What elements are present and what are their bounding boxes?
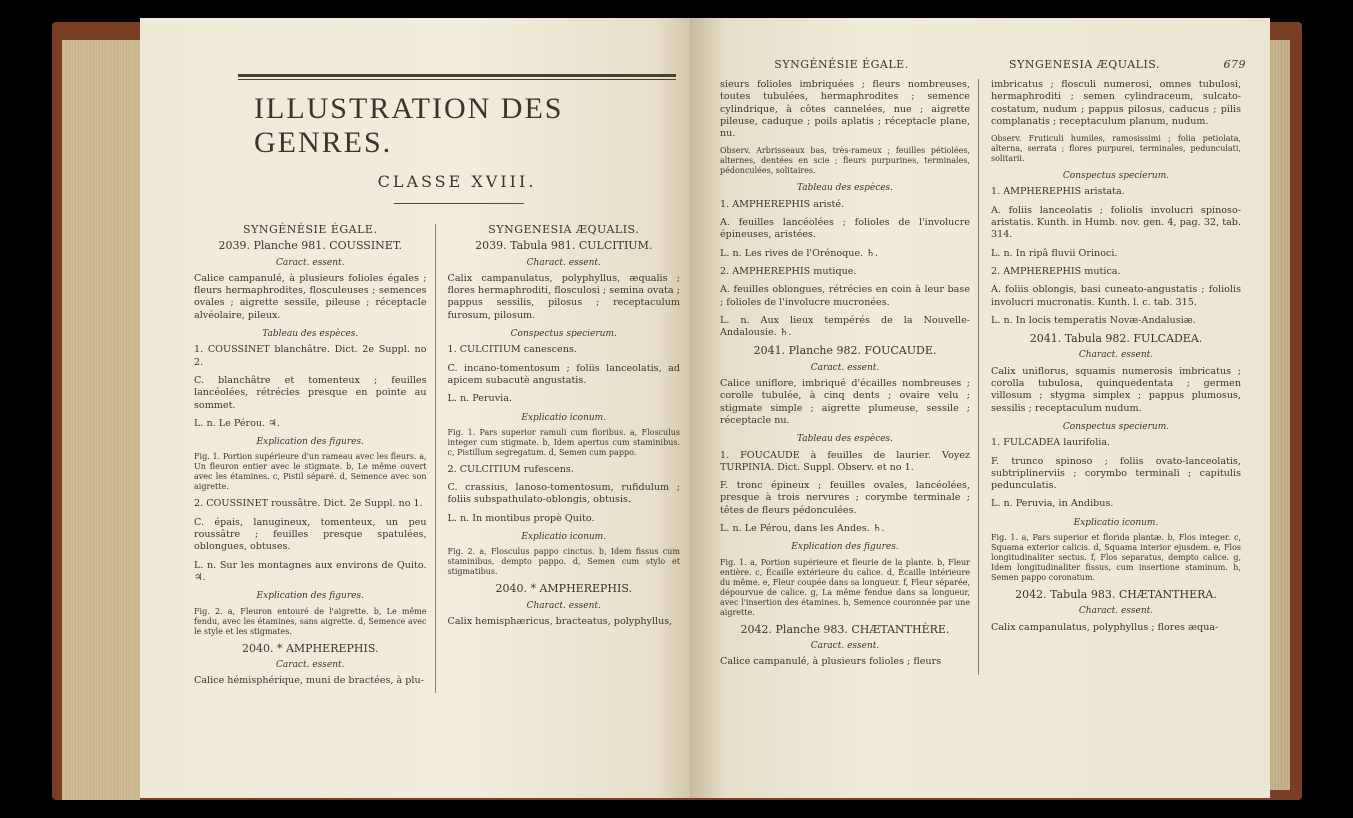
genus-description: Calice hémisphérique, muni de bractées, à plu- <box>194 675 424 687</box>
genus-description: sieurs folioles imbriquées ; fleurs nombreuses, toutes tubulées, hermaphrodites ; semence cylindrique, à côtes cannelées, nue ; aigrette pileuse, caduque ; poils aplatis ; réceptacle plane, nu. <box>720 79 970 140</box>
species-description: C. crassius, lanoso-tomentosum, rufidulum ; foliis subspathulato-oblongis, obtusis. <box>447 482 680 506</box>
caract-label: Caract. essent. <box>810 640 880 651</box>
caract-label: Charact. essent. <box>1078 606 1154 617</box>
page-number: 679 <box>1223 58 1246 71</box>
species-heading: 1. FOUCAUDE à feuilles de laurier. Voyez TURPINIA. Dict. Suppl. Observ. et no 1. <box>720 449 970 473</box>
explication-label: Explication des figures. <box>256 591 364 602</box>
species-locality: L. n. In montibus propè Quito. <box>447 512 595 524</box>
conspectus-label: Conspectus specierum. <box>1062 171 1170 182</box>
figure-explanation: Fig. 1. Pars superior ramuli cum floribus. a, Flosculus integer cum stigmate. b, Idem apertus cum staminibus. c, Pistillum segregatum. d, Semen cum pappo. <box>447 427 680 457</box>
species-description: C. blanchâtre et tomenteux ; feuilles lancéolées, rétrécies presque en pointe au sommet. <box>194 374 427 411</box>
tableau-label: Tableau des espèces. <box>262 329 359 340</box>
conspectus-label: Conspectus specierum. <box>510 329 617 340</box>
running-header-la: SYNGENESIA ÆQUALIS. <box>1009 58 1160 71</box>
genus-description: Calix uniflorus, squamis numerosis imbricatus ; corolla tubulosa, quinquedentata ; germen villosum ; stygma simplex ; pappus plumosus, sessilis ; receptaculum nudum. <box>991 365 1241 414</box>
caract-label: Caract. essent. <box>276 659 345 670</box>
genus-description: Calix campanulatus, polyphyllus, æqualis ; flores hermaphroditi, flosculosi ; semina ovata ; pappus sessilis, pilosus ; receptaculum furosum, pilosum. <box>447 272 680 321</box>
genus-description: Calix hemisphæricus, bracteatus, polyphyllus, <box>447 615 673 627</box>
explication-label: Explication des figures. <box>791 542 899 553</box>
latin-column <box>436 224 681 693</box>
species-description: A. foliis oblongis, basi cuneato-angustatis ; foliolis involucri mucronatis. Kunth. l. c. tab. 315. <box>991 284 1241 308</box>
genus-heading: 2042. Tabula 983. CHÆTANTHERA. <box>1015 588 1217 602</box>
caract-label: Charact. essent. <box>526 600 601 611</box>
caract-label: Caract. essent. <box>810 362 880 373</box>
page-edges-right <box>1268 40 1290 790</box>
species-locality: L. n. Peruvia. <box>447 393 512 405</box>
species-heading: 1. CULCITIUM canescens. <box>447 344 577 356</box>
species-locality: L. n. Peruvia, in Andibus. <box>991 498 1114 510</box>
right-page <box>690 18 1270 798</box>
tableau-label: Tableau des espèces. <box>796 434 894 445</box>
genus-heading: 2042. Planche 983. CHÆTANTHÈRE. <box>740 622 950 636</box>
explication-label: Explication des figures. <box>256 437 364 448</box>
caract-label: Charact. essent. <box>1078 350 1154 361</box>
species-description: C. incano-tomentosum ; foliis lanceolatis, ad apicem subacutè angustatis. <box>447 362 680 386</box>
conspectus-label: Conspectus specierum. <box>1062 421 1170 432</box>
species-locality: L. n. In locis temperatis Novæ-Andalusiæ. <box>991 314 1196 326</box>
classe-heading: CLASSE XVIII. <box>377 172 537 191</box>
title-rule <box>238 74 676 80</box>
genus-heading: 2040. * AMPHEREPHIS. <box>495 582 632 596</box>
latin-column <box>979 79 1241 675</box>
species-locality: L. n. Le Pérou, dans les Andes. ♄. <box>720 523 885 535</box>
species-locality: L. n. In ripâ fluvii Orinoci. <box>991 247 1118 259</box>
column-header: SYNGÉNÉSIE ÉGALE. <box>243 223 378 236</box>
species-heading: 2. AMPHEREPHIS mutique. <box>720 265 857 277</box>
species-locality: L. n. Les rives de l'Orénoque. ♄. <box>720 247 878 259</box>
explicatio-label: Explicatio iconum. <box>1073 517 1159 528</box>
figure-explanation: Fig. 2. a, Flosculus pappo cinctus. b, Idem fissus cum staminibus, dempto pappo. d, Semen cum stylo et stigmatibus. <box>447 547 680 577</box>
species-description: F. trunco spinoso ; foliis ovato-lanceolatis, subtriplinerviis ; corymbo terminali ; capitulis pedunculatis. <box>991 455 1241 492</box>
explicatio-label: Explicatio iconum. <box>521 532 607 543</box>
figure-explanation: Fig. 2. a, Fleuron entouré de l'aigrette. b, Le même fendu, avec les étamines, sans aigrette. d, Semence avec le style et les stigmates. <box>194 606 427 636</box>
caract-label: Caract. essent. <box>276 257 345 268</box>
species-heading: 1. FULCADEA laurifolia. <box>991 437 1111 449</box>
figure-explanation: Fig. 1. a, Pars superior et florida plantæ. b, Flos integer. c, Squama exterior calicis. d, Squama interior ejusdem. e, Flos longitudinaliter sectus. f, Flos separatus, dempto calice. g, Idem longitudinaliter fissus, cum insertione staminum. h, Semen pappo coronatum. <box>991 533 1241 583</box>
caract-label: Charact. essent. <box>526 257 601 268</box>
species-description: A. feuilles lancéolées ; folioles de l'involucre épineuses, aristées. <box>720 217 970 241</box>
page-edges-left <box>62 40 140 800</box>
species-description: C. épais, lanugineux, tomenteux, un peu roussâtre ; feuilles presque spatulées, oblongues, obtuses. <box>194 516 427 553</box>
running-header-fr: SYNGÉNÉSIE ÉGALE. <box>774 58 909 71</box>
species-heading: 2. AMPHEREPHIS mutica. <box>991 265 1121 277</box>
genus-heading: 2040. * AMPHEREPHIS. <box>241 641 379 655</box>
genus-description: Calice uniflore, imbriqué d'écailles nombreuses ; corolle tubulée, à cinq dents ; ovaire velu ; stigmate simple ; aigrette plumeuse, sessile ; réceptacle nu. <box>720 378 970 426</box>
species-locality: L. n. Le Pérou. ♃. <box>194 417 280 429</box>
divider <box>394 203 524 204</box>
genus-heading: 2039. Planche 981. COUSSINET. <box>218 239 403 253</box>
genus-description: Calice campanulé, à plusieurs folioles égales ; fleurs hermaphrodites, flosculeuses ; semences ovales ; aigrette sessile, pileuse ; réceptacle alvéolaire, pileux. <box>194 272 427 321</box>
figure-explanation: Fig. 1. a, Portion supérieure et fleurie de la plante. b, Fleur entière. c, Écaille extérieure du calice. d, Écaille intérieure du même. e, Fleur coupée dans sa longueur. f, Fleur séparée, dépourvue de calice. g, La même fendue dans sa longueur, avec l'insertion des étamines. h, Semence couronnée par une aigrette. <box>720 557 970 617</box>
genus-heading: 2041. Tabula 982. FULCADEA. <box>1029 332 1203 346</box>
genus-description: Calice campanulé, à plusieurs folioles ; fleurs <box>720 656 942 668</box>
left-page <box>140 18 700 798</box>
running-header <box>720 58 1246 71</box>
species-heading: 2. CULCITIUM rufescens. <box>447 463 574 475</box>
species-description: A. feuilles oblongues, rétrécies en coin à leur base ; folioles de l'involucre mucronées. <box>720 284 970 308</box>
genus-heading: 2039. Tabula 981. CULCITIUM. <box>475 239 653 253</box>
species-locality: L. n. Sur les montagnes aux environs de Quito. ♃. <box>194 559 427 583</box>
genus-heading: 2041. Planche 982. FOUCAUDE. <box>753 344 937 358</box>
page-title: ILLUSTRATION DES GENRES. <box>254 92 564 159</box>
species-description: F. tronc épineux ; feuilles ovales, lancéolées, presque à trois nervures ; corymbe terminale ; têtes de fleurs pédonculées. <box>720 480 970 516</box>
species-heading: 2. COUSSINET roussâtre. Dict. 2e Suppl. no 1. <box>194 498 423 510</box>
genus-description: imbricatus ; flosculi numerosi, omnes tubulosi, hermaphroditi ; semen cylindraceum, sulcato-costatum, nudum ; pappus pilosus, caducus ; pilis complanatis ; receptaculum planum, nudum. <box>991 79 1241 127</box>
french-column <box>720 79 979 675</box>
species-heading: 1. AMPHEREPHIS aristata. <box>991 186 1125 198</box>
column-header: SYNGENESIA ÆQUALIS. <box>488 223 640 236</box>
observation: Observ. Arbrisseaux bas, très-rameux ; feuilles pétiolées, alternes, dentées en scie ; fleurs purpurines, terminales, pédonculées, solitaires. <box>720 146 970 176</box>
species-heading: 1. AMPHEREPHIS aristé. <box>720 198 845 210</box>
explicatio-label: Explicatio iconum. <box>521 412 607 423</box>
french-column <box>194 224 436 693</box>
genus-description: Calix campanulatus, polyphyllus ; flores æqua- <box>991 621 1219 633</box>
species-description: A. foliis lanceolatis ; foliolis involucri spinoso-aristatis. Kunth. in Humb. nov. gen. 4, pag. 32, tab. 314. <box>991 204 1241 241</box>
figure-explanation: Fig. 1. Portion supérieure d'un rameau avec les fleurs. a, Un fleuron entier avec le stigmate. b, Le même ouvert avec les étamines. c, Pistil séparé. d, Semence avec son aigrette. <box>194 452 427 492</box>
tableau-label: Tableau des espèces. <box>796 183 894 194</box>
species-heading: 1. COUSSINET blanchâtre. Dict. 2e Suppl. no 2. <box>194 344 427 368</box>
species-locality: L. n. Aux lieux tempérés de la Nouvelle-Andalousie. ♄. <box>720 314 970 339</box>
observation: Observ. Fruticuli humiles, ramosissimi ; folia petiolata, alterna, serrata ; flores purpurei, terminales, pedunculati, solitarii. <box>991 134 1241 164</box>
